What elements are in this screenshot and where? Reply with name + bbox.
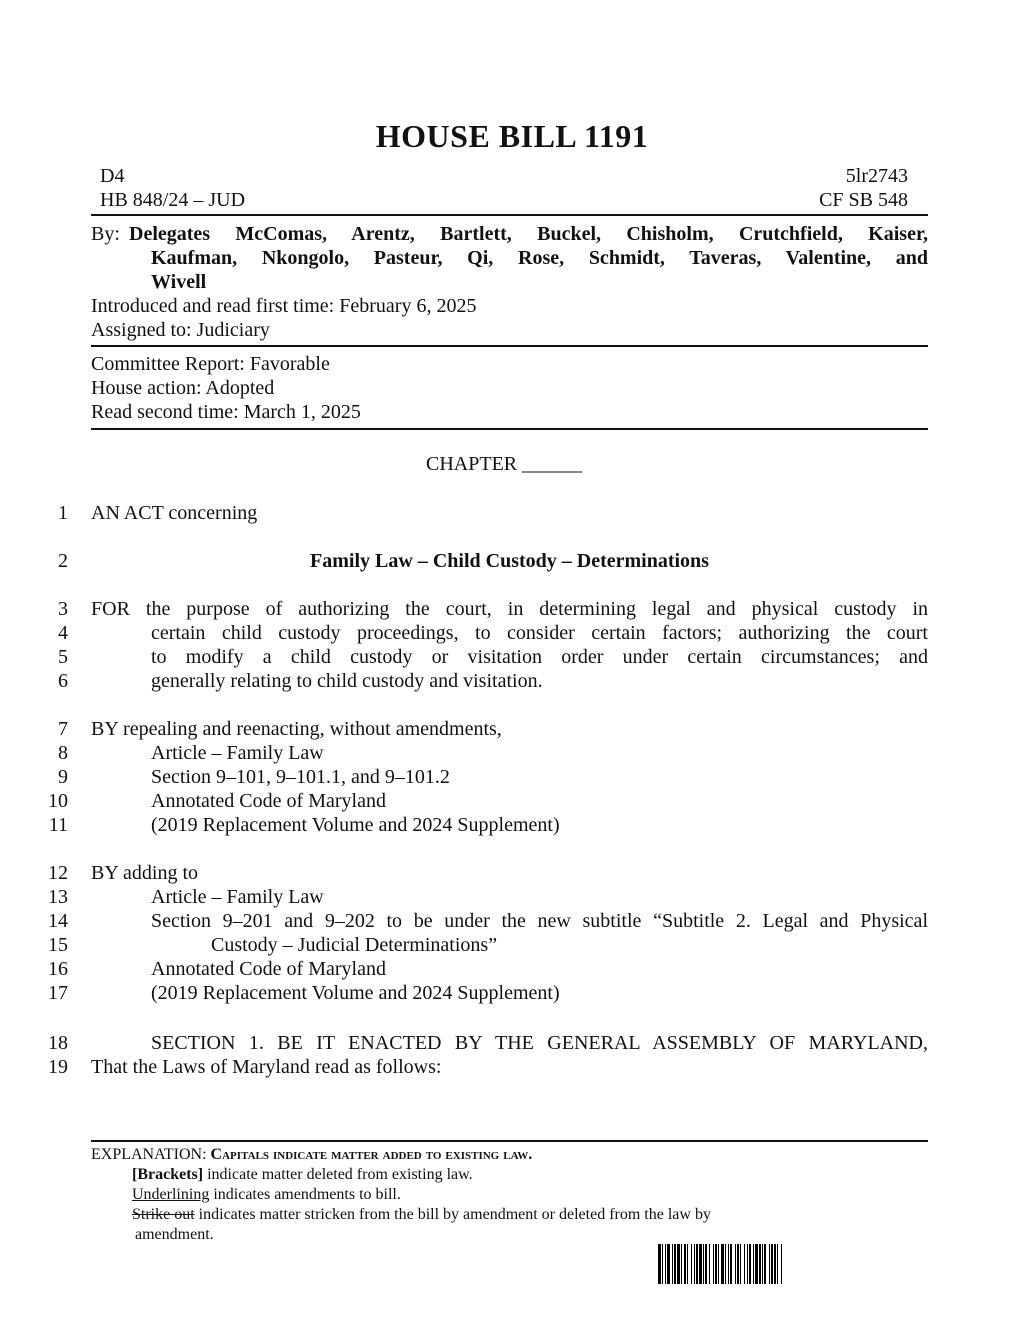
repeal-article: Article – Family Law <box>151 742 324 764</box>
sponsor-line-1: Delegates McComas, Arentz, Bartlett, Buckel, Chisholm, Crutchfield, Kaiser, <box>129 223 928 245</box>
line-number: 7 <box>58 718 68 740</box>
line-number: 12 <box>48 862 68 884</box>
line-number: 5 <box>58 646 68 668</box>
explanation-brackets-desc: indicate matter deleted from existing law. <box>203 1166 473 1183</box>
repeal-volume: (2019 Replacement Volume and 2024 Supplement) <box>151 814 560 836</box>
sponsor-line-3: Wivell <box>151 271 207 293</box>
purpose-line: generally relating to child custody and visitation. <box>151 670 543 692</box>
line-number: 11 <box>48 814 68 836</box>
line-number: 9 <box>58 766 68 788</box>
line-number: 3 <box>58 598 68 620</box>
assigned-committee: Assigned to: Judiciary <box>91 319 270 341</box>
explanation-line-2 <box>132 1165 473 1185</box>
line-number: 1 <box>58 502 68 524</box>
explanation-underlining-desc: indicates amendments to bill. <box>209 1186 401 1203</box>
line-number: 10 <box>48 790 68 812</box>
enacting-clause: SECTION 1. BE IT ENACTED BY THE GENERAL ASSEMBLY OF MARYLAND, <box>151 1032 928 1054</box>
line-number: 4 <box>58 622 68 644</box>
committee-divider-top <box>91 345 928 347</box>
bill-title: HOUSE BILL 1191 <box>375 118 649 154</box>
repeal-code: Annotated Code of Maryland <box>151 790 386 812</box>
act-concerning: AN ACT concerning <box>91 502 258 524</box>
repeal-section: Section 9–101, 9–101.1, and 9–101.2 <box>151 766 450 788</box>
barcode-image <box>658 1244 904 1284</box>
explanation-strike: Strike out <box>132 1206 195 1223</box>
prior-bill-reference: HB 848/24 – JUD <box>100 189 246 211</box>
line-number: 19 <box>48 1056 68 1078</box>
line-number: 14 <box>48 910 68 932</box>
purpose-line: certain child custody proceedings, to consider certain factors; authorizing the court <box>151 622 928 644</box>
house-action: House action: Adopted <box>91 377 275 399</box>
line-number: 16 <box>48 958 68 980</box>
bill-subject-title: Family Law – Child Custody – Determinations <box>310 550 709 572</box>
explanation-divider <box>91 1140 928 1142</box>
explanation-brackets: [Brackets] <box>132 1166 204 1183</box>
second-reading: Read second time: March 1, 2025 <box>91 401 361 423</box>
header-divider <box>91 214 928 216</box>
explanation-label: EXPLANATION: <box>91 1146 207 1163</box>
line-number: 13 <box>48 886 68 908</box>
committee-divider-bottom <box>91 428 928 430</box>
adding-clause: BY adding to <box>91 862 199 884</box>
purpose-line: to modify a child custody or visitation order under certain circumstances; and <box>151 646 928 668</box>
explanation-capitals: Capitals indicate matter added to existing law. <box>210 1146 533 1163</box>
adding-article: Article – Family Law <box>151 886 324 908</box>
explanation-line-4 <box>132 1205 711 1225</box>
committee-report: Committee Report: Favorable <box>91 353 330 375</box>
line-number: 15 <box>48 934 68 956</box>
adding-code: Annotated Code of Maryland <box>151 958 386 980</box>
explanation-strike-desc: indicates matter stricken from the bill by amendment or deleted from the law by <box>194 1206 711 1223</box>
adding-volume: (2019 Replacement Volume and 2024 Supplement) <box>151 982 560 1004</box>
subject-code: D4 <box>100 165 125 187</box>
explanation-line-1 <box>91 1145 532 1165</box>
drafting-number: 5lr2743 <box>845 165 908 187</box>
line-number: 17 <box>48 982 68 1004</box>
explanation-strike-cont: amendment. <box>135 1226 214 1243</box>
line-number: 18 <box>48 1032 68 1054</box>
line-number: 8 <box>58 742 68 764</box>
sponsor-by-label: By: <box>91 223 120 245</box>
line-number: 6 <box>58 670 68 692</box>
repeal-clause: BY repealing and reenacting, without amendments, <box>91 718 502 740</box>
purpose-line: FOR the purpose of authorizing the court, in determining legal and physical custody in <box>91 598 928 620</box>
cross-file-reference: CF SB 548 <box>819 189 908 211</box>
explanation-line-3 <box>132 1185 401 1205</box>
line-number: 2 <box>58 550 68 572</box>
chapter-label: CHAPTER ______ <box>426 453 583 475</box>
sponsor-line-2: Kaufman, Nkongolo, Pasteur, Qi, Rose, Schmidt, Taveras, Valentine, and <box>151 247 928 269</box>
enacting-clause-cont: That the Laws of Maryland read as follows: <box>91 1056 442 1078</box>
explanation-underlining: Underlining <box>132 1186 210 1203</box>
adding-subtitle: Custody – Judicial Determinations” <box>211 934 498 956</box>
introduced-date: Introduced and read first time: February 6, 2025 <box>91 295 477 317</box>
adding-section: Section 9–201 and 9–202 to be under the new subtitle “Subtitle 2. Legal and Physical <box>151 910 928 932</box>
